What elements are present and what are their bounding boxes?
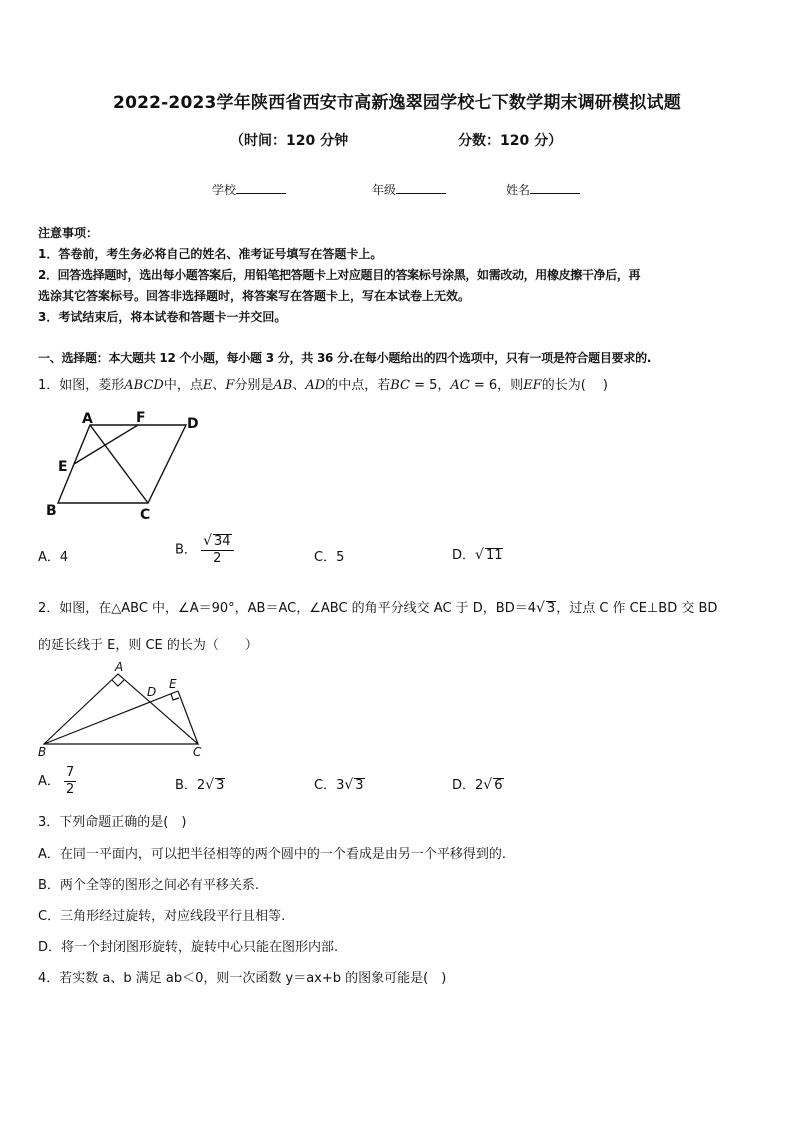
grade-blank	[396, 181, 446, 194]
triangle-label-d: D	[147, 685, 157, 699]
question-3-stem: 3．下列命题正确的是( )	[38, 815, 187, 830]
q3-option-a: A．在同一平面内，可以把半径相等的两个圆中的一个看成是由另一个平移得到的.	[38, 847, 507, 862]
q1-option-a: A．4	[38, 550, 69, 565]
grade-label: 年级	[372, 183, 397, 197]
rhombus-label-a: A	[82, 411, 93, 427]
q2-option-d: D．2√ 6	[452, 777, 503, 793]
triangle-label-a: A	[115, 660, 124, 674]
page-title: 2022-2023学年陕西省西安市高新逸翠园学校七下数学期末调研模拟试题	[113, 93, 681, 113]
grade-field	[372, 181, 446, 198]
notice-1: 1．答卷前，考生务必将自己的姓名、准考证号填写在答题卡上。	[38, 247, 383, 261]
rhombus-label-f: F	[136, 410, 146, 426]
rhombus-label-e: E	[58, 459, 68, 475]
triangle-label-b: B	[38, 745, 47, 759]
name-field	[506, 181, 580, 198]
school-field	[212, 181, 286, 198]
q2-option-c: C．3√ 3	[314, 777, 364, 793]
q1-option-b: B． $\frac{√ 34}{2}$	[175, 533, 234, 567]
section-heading: 一、选择题：本大题共 12 个小题，每小题 3 分，共 36 分.在每小题给出的四个选项中，只有一项是符合题目要求的.	[38, 351, 652, 365]
q1-option-c: C．5	[314, 550, 345, 565]
school-label: 学校	[212, 183, 237, 197]
question-4-stem: 4．若实数 a、b 满足 ab＜0，则一次函数 y＝ax+b 的图象可能是( )	[38, 971, 447, 986]
school-blank	[236, 181, 286, 194]
q3-option-b: B．两个全等的图形之间必有平移关系.	[38, 878, 260, 893]
rhombus-label-d: D	[187, 416, 199, 432]
time-label: （时间：120 分钟	[230, 133, 349, 149]
q3-option-c: C．三角形经过旋转，对应线段平行且相等.	[38, 909, 286, 924]
rhombus-label-c: C	[140, 507, 151, 523]
question-2-line-2: 的延长线于 E，则 CE 的长为（ ）	[38, 638, 258, 653]
notice-heading: 注意事项：	[38, 226, 99, 240]
triangle-label-e: E	[169, 677, 177, 691]
q2-option-b: B．2√ 3	[175, 777, 225, 793]
q3-option-d: D．将一个封闭图形旋转，旋转中心只能在图形内部.	[38, 940, 339, 955]
question-2-line-1: 2．如图，在△ABC 中，∠A＝90°，AB＝AC，∠ABC 的角平分线交 AC 于 D，BD＝4√ 3，过点 C 作 CE⊥BD 交 BD	[38, 600, 718, 616]
notice-2a: 2．回答选择题时，选出每小题答案后，用铅笔把答题卡上对应题目的答案标号涂黑，如需改动，用橡皮擦干净后，再	[38, 268, 641, 282]
question-1-stem: 1．如图，菱形ABCD中，点E、F分别是AB、AD的中点，若BC = 5，AC = 6，则EF的长为( )	[38, 378, 608, 393]
name-label: 姓名	[506, 183, 531, 197]
triangle-label-c: C	[193, 745, 202, 759]
q2-option-a: A． $\frac{7}{2}$	[38, 765, 75, 797]
rhombus-label-b: B	[46, 503, 57, 519]
q1-option-d: D．√ 11	[452, 547, 503, 563]
score-label: 分数：120 分）	[458, 133, 563, 149]
notice-2b: 选涂其它答案标号。回答非选择题时，将答案写在答题卡上，写在本试卷上无效。	[38, 289, 471, 303]
triangle-figure	[32, 658, 222, 762]
name-blank	[530, 181, 580, 194]
notice-3: 3．考试结束后，将本试卷和答题卡一并交回。	[38, 310, 287, 324]
rhombus-figure	[40, 405, 220, 523]
